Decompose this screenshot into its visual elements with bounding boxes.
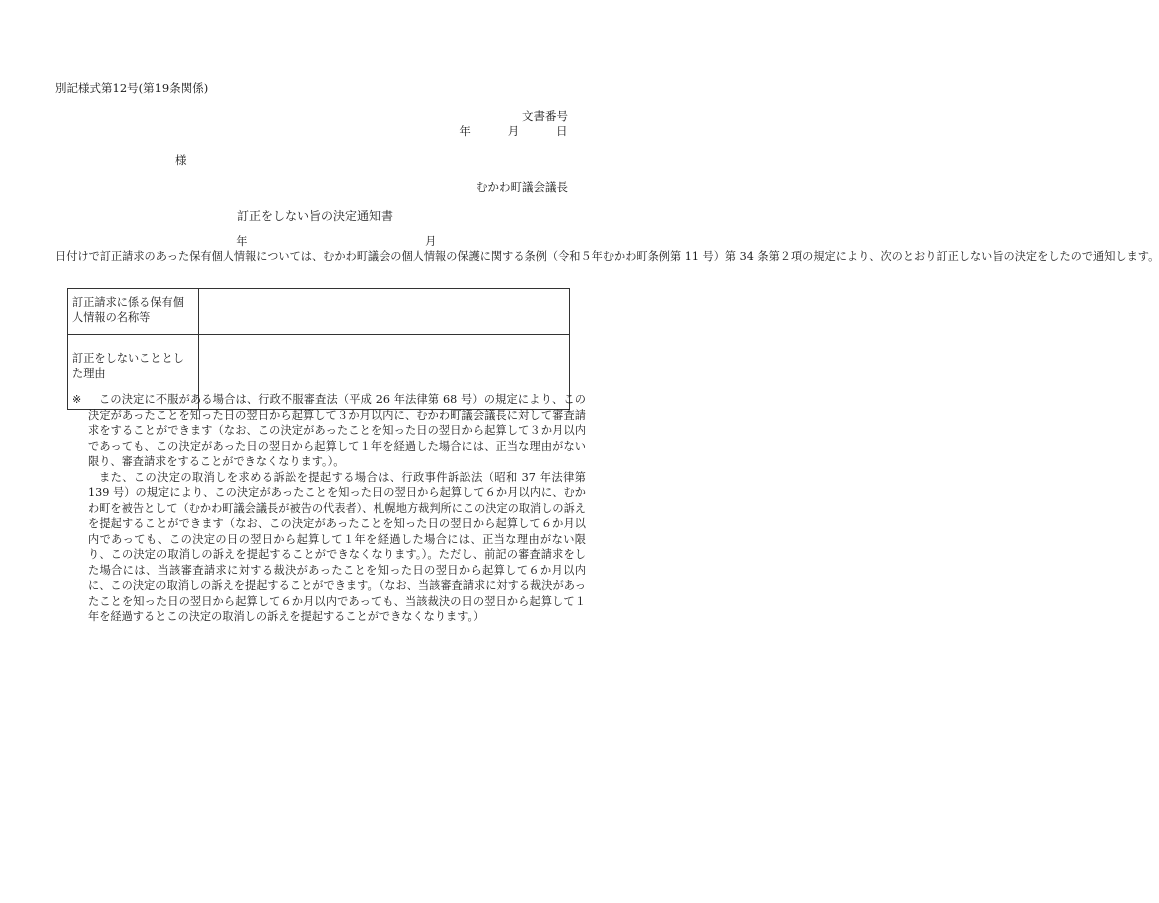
notes-section bbox=[72, 392, 586, 625]
row1-value bbox=[199, 289, 570, 335]
date-line bbox=[459, 123, 568, 139]
note-mark: ※ bbox=[72, 393, 82, 406]
body-year: 年 bbox=[236, 235, 284, 248]
form-id: 別記様式第12号(第19条関係) bbox=[55, 81, 209, 95]
body-text: 日付けで訂正請求のあった保有個人情報については、むかわ町議会の個人情報の保護に関する条例（令和５年むかわ町条例第 11 号）第 34 条第２項の規定により、次のとおり訂正しない旨の決定をしたので通知します。 bbox=[55, 250, 1159, 263]
addressee-suffix: 様 bbox=[175, 153, 187, 167]
note-paragraph-1: この決定に不服がある場合は、行政不服審査法（平成 26 年法律第 68 号）の規定により、この決定があったことを知った日の翌日から起算して３か月以内に、むかわ町議会議長に対して審査請求をすることができます（なお、この決定があったことを知った日の翌日から起算して３か月以内であっても、この決定があった日の翌日から起算して１年を経過した場合には、正当な理由がない限り、審査請求をすることができなくなります。）。 bbox=[88, 393, 586, 468]
date-day: 日 bbox=[556, 124, 568, 138]
sender-name: むかわ町議会議長 bbox=[476, 180, 568, 194]
row1-label: 訂正請求に係る保有個人情報の名称等 bbox=[68, 289, 199, 335]
notice-body bbox=[55, 234, 1159, 264]
note-paragraph-2: また、この決定の取消しを求める訴訟を提起する場合は、行政事件訴訟法（昭和 37 年法律第 139 号）の規定により、この決定があったことを知った日の翌日から起算して６か月以内に、むかわ町を被告として（むかわ町議会議長が被告の代表者）、札幌地方裁判所にこの決定の取消しの訴えを提起することができます（なお、この決定があったことを知った日の翌日から起算して６か月以内であっても、この決定の日の翌日から起算して１年を経過した場合には、正当な理由がない限り、この決定の取消しの訴えを提起することができなくなります。）。ただし、前記の審査請求をした場合には、当該審査請求に対する裁決があったことを知った日の翌日から起算して６か月以内に、この決定の取消しの訴えを提起することができます。（なお、当該審査請求に対する裁決があったことを知った日の翌日から起算して６か月以内であっても、当該裁決の日の翌日から起算して１年を経過するとこの決定の取消しの訴えを提起することができなくなります。） bbox=[88, 470, 587, 623]
row2-label: 訂正をしないこととした理由 bbox=[68, 335, 199, 410]
document-number-label: 文書番号 bbox=[522, 109, 568, 123]
table-row bbox=[68, 289, 570, 335]
document-title: 訂正をしない旨の決定通知書 bbox=[236, 209, 393, 223]
date-month: 月 bbox=[507, 124, 520, 138]
body-month: 月 bbox=[425, 235, 473, 248]
date-year: 年 bbox=[459, 124, 472, 138]
